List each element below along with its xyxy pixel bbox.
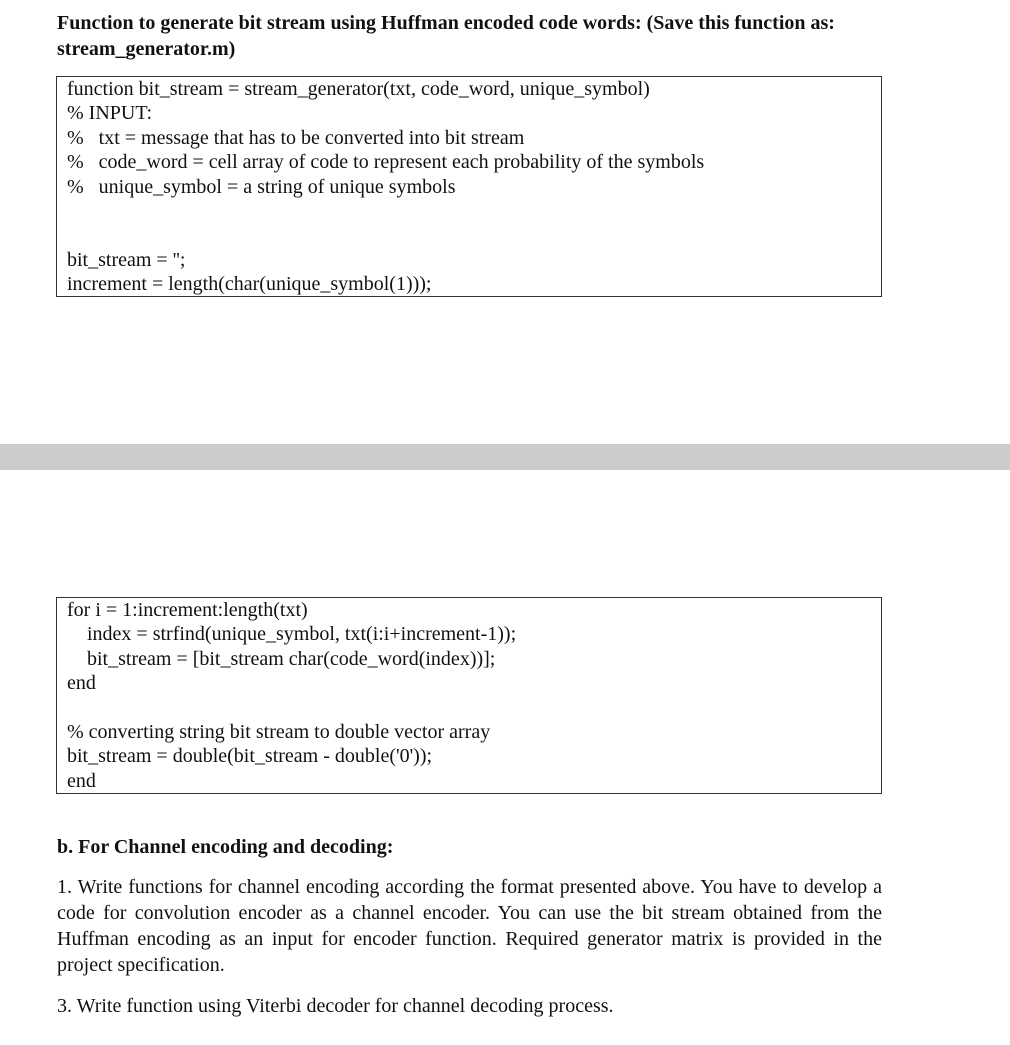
- code-line: [67, 199, 881, 223]
- code-line: [67, 696, 881, 720]
- code-line: % INPUT:: [67, 102, 153, 125]
- code-line: increment = length(char(unique_symbol(1)));: [67, 273, 432, 296]
- code-line: bit_stream = [bit_stream char(code_word(index))];: [67, 647, 496, 670]
- section-b-heading: b. For Channel encoding and decoding:: [57, 836, 394, 858]
- code-line: % code_word = cell array of code to represent each probability of the symbols: [67, 151, 705, 174]
- code-line: end: [67, 769, 96, 792]
- code-line: [67, 223, 881, 247]
- code-line: end: [67, 672, 96, 695]
- code-line: % unique_symbol = a string of unique symbols: [67, 175, 456, 198]
- function-heading: [57, 10, 897, 62]
- code-line: function bit_stream = stream_generator(txt, code_word, unique_symbol): [67, 78, 650, 100]
- heading-line-1: Function to generate bit stream using Huffman encoded code words: (Save this function as:: [57, 12, 835, 34]
- code-line: bit_stream = double(bit_stream - double('0'));: [67, 745, 433, 768]
- code-line: bit_stream = '';: [67, 248, 186, 271]
- instruction-paragraph-1: 1. Write functions for channel encoding according the format presented above. You have to develop a code for convolution encoder as a channel encoder. You can use the bit stream obtained from the Huffman encoding as an input for encoder function. Required generator matrix is provided in the project specification.: [57, 876, 882, 976]
- heading-line-2: stream_generator.m): [57, 38, 236, 60]
- code-block-2: [56, 597, 882, 794]
- code-line: % txt = message that has to be converted into bit stream: [67, 126, 525, 149]
- code-line: for i = 1:increment:length(txt): [67, 599, 308, 621]
- code-line: % converting string bit stream to double vector array: [67, 720, 491, 743]
- page-divider: [0, 444, 1010, 470]
- code-line: index = strfind(unique_symbol, txt(i:i+increment-1));: [67, 623, 517, 646]
- instruction-paragraph-3: 3. Write function using Viterbi decoder for channel decoding process.: [57, 995, 614, 1017]
- code-block-1: [56, 76, 882, 297]
